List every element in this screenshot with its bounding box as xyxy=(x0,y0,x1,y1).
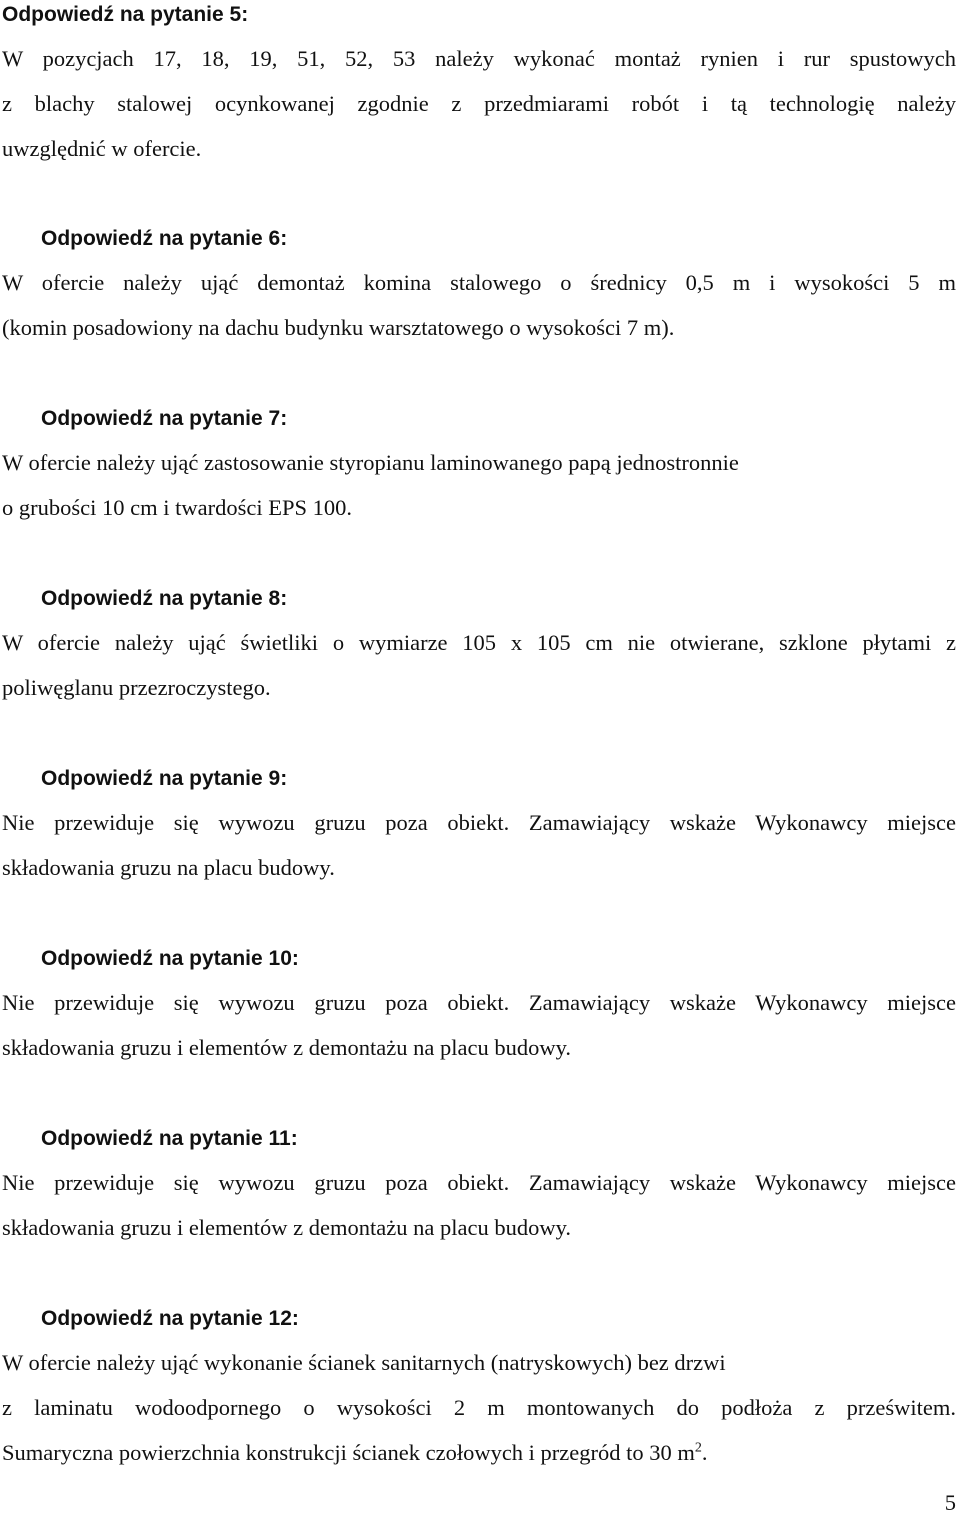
answer-6-heading: Odpowiedź na pytanie 6: xyxy=(41,227,288,250)
answer-7-line-1: W ofercie należy ująć zastosowanie styropianu laminowanego papą jednostronnie xyxy=(2,450,739,475)
answer-7-line-2: o grubości 10 cm i twardości EPS 100. xyxy=(2,495,352,520)
answer-10-heading: Odpowiedź na pytanie 10: xyxy=(41,947,299,970)
answer-8-line-1: W ofercie należy ująć świetliki o wymiarze 105 x 105 cm nie otwierane, szklone płytami z xyxy=(2,630,956,655)
answer-10-section xyxy=(0,944,960,1063)
answer-10-line-2: składowania gruzu i elementów z demontażu na placu budowy. xyxy=(2,1035,571,1060)
answer-5-line-1: W pozycjach 17, 18, 19, 51, 52, 53 należy wykonać montaż rynien i rur spustowych xyxy=(2,46,956,71)
answer-12-heading: Odpowiedź na pytanie 12: xyxy=(41,1307,299,1330)
answer-12-line-3 xyxy=(0,1438,960,1468)
answer-8-heading: Odpowiedź na pytanie 8: xyxy=(41,587,288,610)
answer-11-section xyxy=(0,1124,960,1243)
answer-12-section xyxy=(0,1304,960,1468)
answer-6-line-2: (komin posadowiony na dachu budynku warsztatowego o wysokości 7 m). xyxy=(2,315,675,340)
answer-8-section xyxy=(0,584,960,703)
answer-5-line-2: z blachy stalowej ocynkowanej zgodnie z przedmiarami robót i tą technologię należy xyxy=(2,91,956,116)
page-number: 5 xyxy=(944,1490,956,1515)
answer-11-line-2: składowania gruzu i elementów z demontażu na placu budowy. xyxy=(2,1215,571,1240)
answer-5-line-3: uwzględnić w ofercie. xyxy=(2,136,202,161)
answer-6-section xyxy=(0,224,960,343)
answer-9-heading: Odpowiedź na pytanie 9: xyxy=(41,767,288,790)
answer-11-heading: Odpowiedź na pytanie 11: xyxy=(41,1127,298,1150)
answer-8-line-2: poliwęglanu przezroczystego. xyxy=(2,675,271,700)
answer-9-line-2: składowania gruzu na placu budowy. xyxy=(2,855,335,880)
answer-12-line-3-text: Sumaryczna powierzchnia konstrukcji ścianek czołowych i przegród to 30 m xyxy=(2,1440,695,1465)
answer-9-line-1: Nie przewiduje się wywozu gruzu poza obiekt. Zamawiający wskaże Wykonawcy miejsce xyxy=(2,810,956,835)
answer-10-line-1: Nie przewiduje się wywozu gruzu poza obiekt. Zamawiający wskaże Wykonawcy miejsce xyxy=(2,990,956,1015)
square-superscript: 2 xyxy=(694,1440,702,1456)
answer-12-line-3-end: . xyxy=(701,1440,708,1465)
answer-9-section xyxy=(0,764,960,883)
answer-7-heading: Odpowiedź na pytanie 7: xyxy=(41,407,288,430)
answer-6-line-1: W ofercie należy ująć demontaż komina stalowego o średnicy 0,5 m i wysokości 5 m xyxy=(2,270,956,295)
answer-5-section xyxy=(0,0,960,164)
answer-12-line-2: z laminatu wodoodpornego o wysokości 2 m montowanych do podłoża z prześwitem. xyxy=(2,1395,956,1420)
answer-5-heading: Odpowiedź na pytanie 5: xyxy=(2,3,249,26)
answer-7-section xyxy=(0,404,960,523)
answer-12-line-1: W ofercie należy ująć wykonanie ścianek sanitarnych (natryskowych) bez drzwi xyxy=(2,1350,726,1375)
answer-11-line-1: Nie przewiduje się wywozu gruzu poza obiekt. Zamawiający wskaże Wykonawcy miejsce xyxy=(2,1170,956,1195)
